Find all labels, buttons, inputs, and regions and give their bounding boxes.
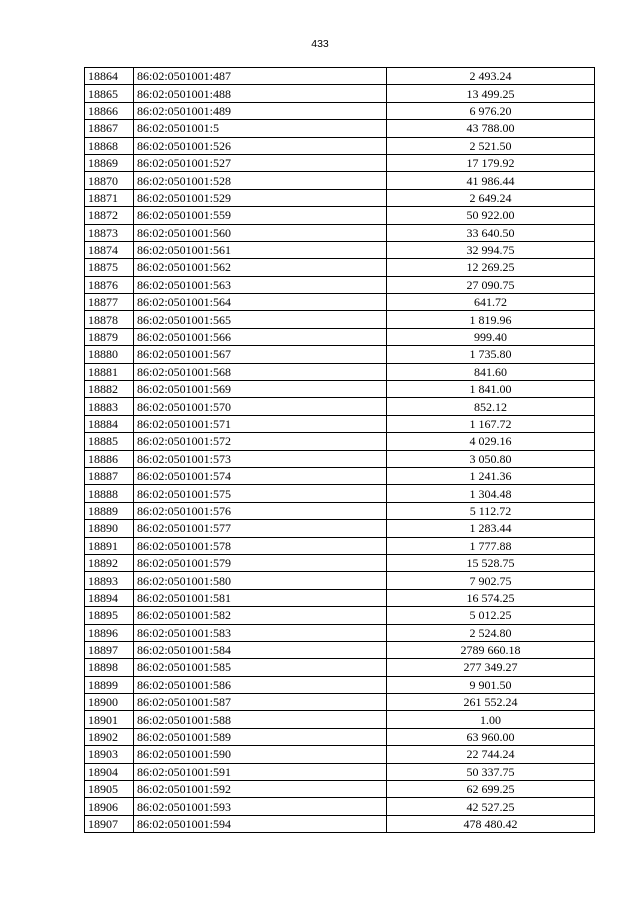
- cadastral-value-cell: 13 499.25: [387, 85, 595, 102]
- cadastral-number-cell: 86:02:0501001:573: [134, 450, 387, 467]
- cadastral-value-cell: 27 090.75: [387, 276, 595, 293]
- cadastral-number-cell: 86:02:0501001:561: [134, 241, 387, 258]
- table-row: [85, 415, 595, 432]
- table-row: [85, 398, 595, 415]
- cadastral-number-cell: 86:02:0501001:565: [134, 311, 387, 328]
- cadastral-value-cell: 12 269.25: [387, 259, 595, 276]
- table-row: [85, 120, 595, 137]
- table-row: [85, 381, 595, 398]
- cadastral-value-cell: 6 976.20: [387, 102, 595, 119]
- cadastral-number-cell: 86:02:0501001:577: [134, 520, 387, 537]
- cadastral-value-cell: 17 179.92: [387, 154, 595, 171]
- cadastral-value-cell: 1.00: [387, 711, 595, 728]
- cadastral-value-cell: 16 574.25: [387, 589, 595, 606]
- cadastral-value-cell: 22 744.24: [387, 746, 595, 763]
- cadastral-value-cell: 478 480.42: [387, 815, 595, 832]
- row-number-cell: 18867: [85, 120, 134, 137]
- row-number-cell: 18896: [85, 624, 134, 641]
- row-number-cell: 18885: [85, 433, 134, 450]
- row-number-cell: 18879: [85, 328, 134, 345]
- cadastral-value-cell: 5 012.25: [387, 607, 595, 624]
- cadastral-value-cell: 1 283.44: [387, 520, 595, 537]
- row-number-cell: 18905: [85, 781, 134, 798]
- cadastral-number-cell: 86:02:0501001:564: [134, 294, 387, 311]
- row-number-cell: 18869: [85, 154, 134, 171]
- page-number: 433: [311, 38, 329, 50]
- table-row: [85, 68, 595, 85]
- cadastral-value-cell: 277 349.27: [387, 659, 595, 676]
- row-number-cell: 18898: [85, 659, 134, 676]
- cadastral-number-cell: 86:02:0501001:590: [134, 746, 387, 763]
- row-number-cell: 18871: [85, 189, 134, 206]
- table-row: [85, 728, 595, 745]
- cadastral-number-cell: 86:02:0501001:5: [134, 120, 387, 137]
- row-number-cell: 18897: [85, 641, 134, 658]
- row-number-cell: 18907: [85, 815, 134, 832]
- table-row: [85, 224, 595, 241]
- table-row: [85, 659, 595, 676]
- cadastral-value-cell: 1 819.96: [387, 311, 595, 328]
- table-row: [85, 241, 595, 258]
- row-number-cell: 18900: [85, 694, 134, 711]
- table-row: [85, 641, 595, 658]
- cadastral-number-cell: 86:02:0501001:581: [134, 589, 387, 606]
- row-number-cell: 18888: [85, 485, 134, 502]
- row-number-cell: 18880: [85, 346, 134, 363]
- cadastral-value-cell: 5 112.72: [387, 502, 595, 519]
- cadastral-value-cell: 43 788.00: [387, 120, 595, 137]
- cadastral-number-cell: 86:02:0501001:487: [134, 68, 387, 85]
- cadastral-number-cell: 86:02:0501001:580: [134, 572, 387, 589]
- row-number-cell: 18884: [85, 415, 134, 432]
- table-row: [85, 572, 595, 589]
- table-row: [85, 259, 595, 276]
- cadastral-value-cell: 7 902.75: [387, 572, 595, 589]
- cadastral-value-cell: 1 167.72: [387, 415, 595, 432]
- row-number-cell: 18875: [85, 259, 134, 276]
- cadastral-value-cell: 2 521.50: [387, 137, 595, 154]
- row-number-cell: 18901: [85, 711, 134, 728]
- cadastral-value-cell: 641.72: [387, 294, 595, 311]
- cadastral-number-cell: 86:02:0501001:578: [134, 537, 387, 554]
- row-number-cell: 18890: [85, 520, 134, 537]
- cadastral-number-cell: 86:02:0501001:592: [134, 781, 387, 798]
- cadastral-number-cell: 86:02:0501001:529: [134, 189, 387, 206]
- row-number-cell: 18866: [85, 102, 134, 119]
- table-row: [85, 450, 595, 467]
- cadastral-value-cell: 1 241.36: [387, 467, 595, 484]
- row-number-cell: 18864: [85, 68, 134, 85]
- cadastral-number-cell: 86:02:0501001:585: [134, 659, 387, 676]
- row-number-cell: 18904: [85, 763, 134, 780]
- row-number-cell: 18886: [85, 450, 134, 467]
- table-row: [85, 746, 595, 763]
- cadastral-number-cell: 86:02:0501001:526: [134, 137, 387, 154]
- row-number-cell: 18872: [85, 207, 134, 224]
- table-row: [85, 694, 595, 711]
- table-row: [85, 154, 595, 171]
- table-row: [85, 207, 595, 224]
- table-row: [85, 502, 595, 519]
- row-number-cell: 18895: [85, 607, 134, 624]
- cadastral-number-cell: 86:02:0501001:582: [134, 607, 387, 624]
- table-row: [85, 433, 595, 450]
- table-row: [85, 467, 595, 484]
- cadastral-value-cell: 1 841.00: [387, 381, 595, 398]
- cadastral-number-cell: 86:02:0501001:579: [134, 554, 387, 571]
- cadastral-number-cell: 86:02:0501001:576: [134, 502, 387, 519]
- table-row: [85, 815, 595, 832]
- row-number-cell: 18892: [85, 554, 134, 571]
- cadastral-value-cell: 33 640.50: [387, 224, 595, 241]
- cadastral-value-cell: 261 552.24: [387, 694, 595, 711]
- cadastral-number-cell: 86:02:0501001:528: [134, 172, 387, 189]
- cadastral-number-cell: 86:02:0501001:559: [134, 207, 387, 224]
- cadastral-value-cell: 4 029.16: [387, 433, 595, 450]
- cadastral-value-cell: 50 922.00: [387, 207, 595, 224]
- table-row: [85, 589, 595, 606]
- row-number-cell: 18868: [85, 137, 134, 154]
- cadastral-value-table: [84, 67, 595, 833]
- cadastral-value-cell: 15 528.75: [387, 554, 595, 571]
- cadastral-value-cell: 2789 660.18: [387, 641, 595, 658]
- cadastral-number-cell: 86:02:0501001:570: [134, 398, 387, 415]
- row-number-cell: 18876: [85, 276, 134, 293]
- cadastral-number-cell: 86:02:0501001:489: [134, 102, 387, 119]
- row-number-cell: 18899: [85, 676, 134, 693]
- cadastral-number-cell: 86:02:0501001:594: [134, 815, 387, 832]
- cadastral-number-cell: 86:02:0501001:586: [134, 676, 387, 693]
- cadastral-number-cell: 86:02:0501001:587: [134, 694, 387, 711]
- row-number-cell: 18882: [85, 381, 134, 398]
- row-number-cell: 18877: [85, 294, 134, 311]
- row-number-cell: 18887: [85, 467, 134, 484]
- table-row: [85, 85, 595, 102]
- table-row: [85, 363, 595, 380]
- row-number-cell: 18903: [85, 746, 134, 763]
- cadastral-value-cell: 63 960.00: [387, 728, 595, 745]
- cadastral-value-cell: 1 304.48: [387, 485, 595, 502]
- cadastral-value-cell: 62 699.25: [387, 781, 595, 798]
- cadastral-number-cell: 86:02:0501001:560: [134, 224, 387, 241]
- table-row: [85, 781, 595, 798]
- cadastral-value-cell: 1 735.80: [387, 346, 595, 363]
- cadastral-number-cell: 86:02:0501001:584: [134, 641, 387, 658]
- cadastral-number-cell: 86:02:0501001:593: [134, 798, 387, 815]
- row-number-cell: 18883: [85, 398, 134, 415]
- cadastral-value-cell: 2 493.24: [387, 68, 595, 85]
- cadastral-number-cell: 86:02:0501001:583: [134, 624, 387, 641]
- row-number-cell: 18874: [85, 241, 134, 258]
- cadastral-number-cell: 86:02:0501001:569: [134, 381, 387, 398]
- table-row: [85, 485, 595, 502]
- cadastral-number-cell: 86:02:0501001:488: [134, 85, 387, 102]
- table-row: [85, 346, 595, 363]
- cadastral-number-cell: 86:02:0501001:588: [134, 711, 387, 728]
- table-row: [85, 554, 595, 571]
- table-row: [85, 520, 595, 537]
- cadastral-value-cell: 50 337.75: [387, 763, 595, 780]
- row-number-cell: 18878: [85, 311, 134, 328]
- cadastral-number-cell: 86:02:0501001:571: [134, 415, 387, 432]
- row-number-cell: 18891: [85, 537, 134, 554]
- table-row: [85, 711, 595, 728]
- table-row: [85, 624, 595, 641]
- table-row: [85, 537, 595, 554]
- table-row: [85, 311, 595, 328]
- cadastral-value-cell: 852.12: [387, 398, 595, 415]
- cadastral-value-cell: 9 901.50: [387, 676, 595, 693]
- row-number-cell: 18906: [85, 798, 134, 815]
- cadastral-value-cell: 999.40: [387, 328, 595, 345]
- cadastral-number-cell: 86:02:0501001:566: [134, 328, 387, 345]
- cadastral-value-cell: 2 649.24: [387, 189, 595, 206]
- cadastral-number-cell: 86:02:0501001:527: [134, 154, 387, 171]
- cadastral-value-cell: 3 050.80: [387, 450, 595, 467]
- row-number-cell: 18873: [85, 224, 134, 241]
- cadastral-number-cell: 86:02:0501001:572: [134, 433, 387, 450]
- cadastral-number-cell: 86:02:0501001:568: [134, 363, 387, 380]
- cadastral-number-cell: 86:02:0501001:589: [134, 728, 387, 745]
- table-row: [85, 172, 595, 189]
- table-row: [85, 607, 595, 624]
- cadastral-number-cell: 86:02:0501001:574: [134, 467, 387, 484]
- cadastral-number-cell: 86:02:0501001:567: [134, 346, 387, 363]
- row-number-cell: 18894: [85, 589, 134, 606]
- table-row: [85, 798, 595, 815]
- cadastral-value-cell: 42 527.25: [387, 798, 595, 815]
- cadastral-value-cell: 1 777.88: [387, 537, 595, 554]
- row-number-cell: 18865: [85, 85, 134, 102]
- cadastral-value-cell: 2 524.80: [387, 624, 595, 641]
- table-row: [85, 294, 595, 311]
- row-number-cell: 18870: [85, 172, 134, 189]
- cadastral-value-cell: 32 994.75: [387, 241, 595, 258]
- cadastral-number-cell: 86:02:0501001:563: [134, 276, 387, 293]
- table-body: [85, 68, 595, 833]
- cadastral-number-cell: 86:02:0501001:562: [134, 259, 387, 276]
- cadastral-value-cell: 841.60: [387, 363, 595, 380]
- table-row: [85, 189, 595, 206]
- table-row: [85, 276, 595, 293]
- row-number-cell: 18881: [85, 363, 134, 380]
- row-number-cell: 18902: [85, 728, 134, 745]
- row-number-cell: 18889: [85, 502, 134, 519]
- table-row: [85, 137, 595, 154]
- cadastral-number-cell: 86:02:0501001:575: [134, 485, 387, 502]
- cadastral-value-cell: 41 986.44: [387, 172, 595, 189]
- table-row: [85, 676, 595, 693]
- table-row: [85, 102, 595, 119]
- table-row: [85, 763, 595, 780]
- cadastral-number-cell: 86:02:0501001:591: [134, 763, 387, 780]
- row-number-cell: 18893: [85, 572, 134, 589]
- table-row: [85, 328, 595, 345]
